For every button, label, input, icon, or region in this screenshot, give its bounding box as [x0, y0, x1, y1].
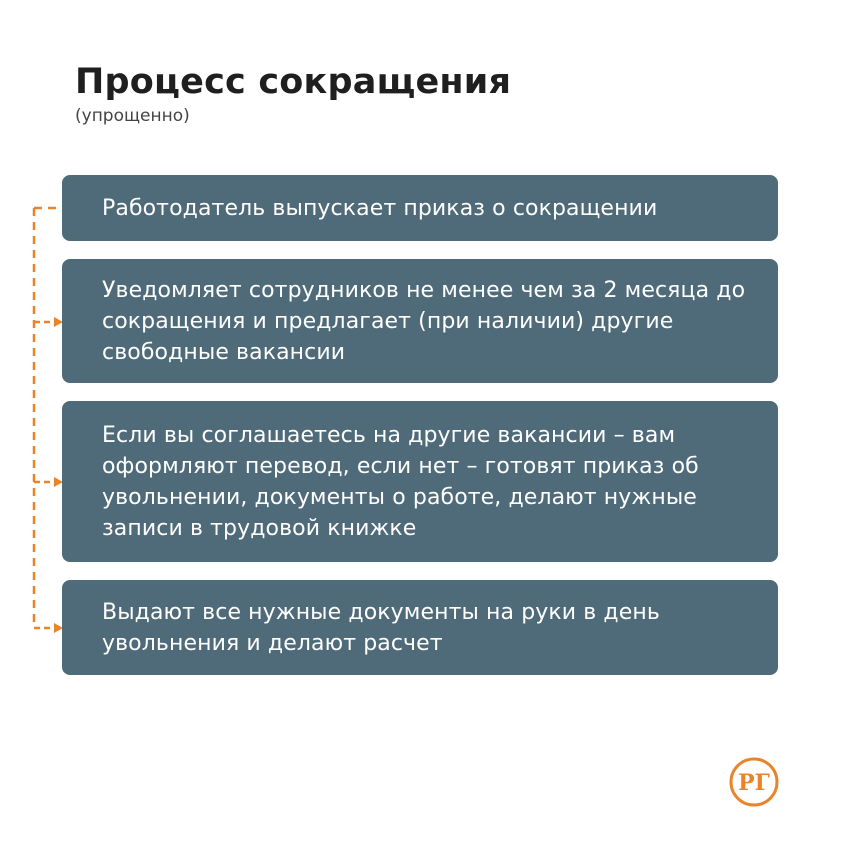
rg-logo [728, 756, 780, 808]
step-box-1 [62, 175, 778, 241]
step-text-2: Уведомляет сотрудников не менее чем за 2 месяца до сокращения и предлагает (при наличии) другие свободные вакансии [102, 277, 746, 365]
step-box-2 [62, 259, 778, 383]
step-box-4 [62, 580, 778, 675]
step-text-1: Работодатель выпускает приказ о сокращении [102, 195, 658, 221]
page-subtitle: (упрощенно) [75, 106, 190, 126]
step-text-3: Если вы соглашаетесь на другие вакансии – вам оформляют перевод, если нет – готовят приказ об увольнении, документы о работе, делают нужные записи в трудовой книжке [102, 422, 699, 541]
step-text-4: Выдают все нужные документы на руки в день увольнения и делают расчет [102, 599, 660, 656]
step-box-3 [62, 401, 778, 562]
page-title: Процесс сокращения [75, 62, 512, 102]
logo-text: РГ [738, 770, 770, 796]
